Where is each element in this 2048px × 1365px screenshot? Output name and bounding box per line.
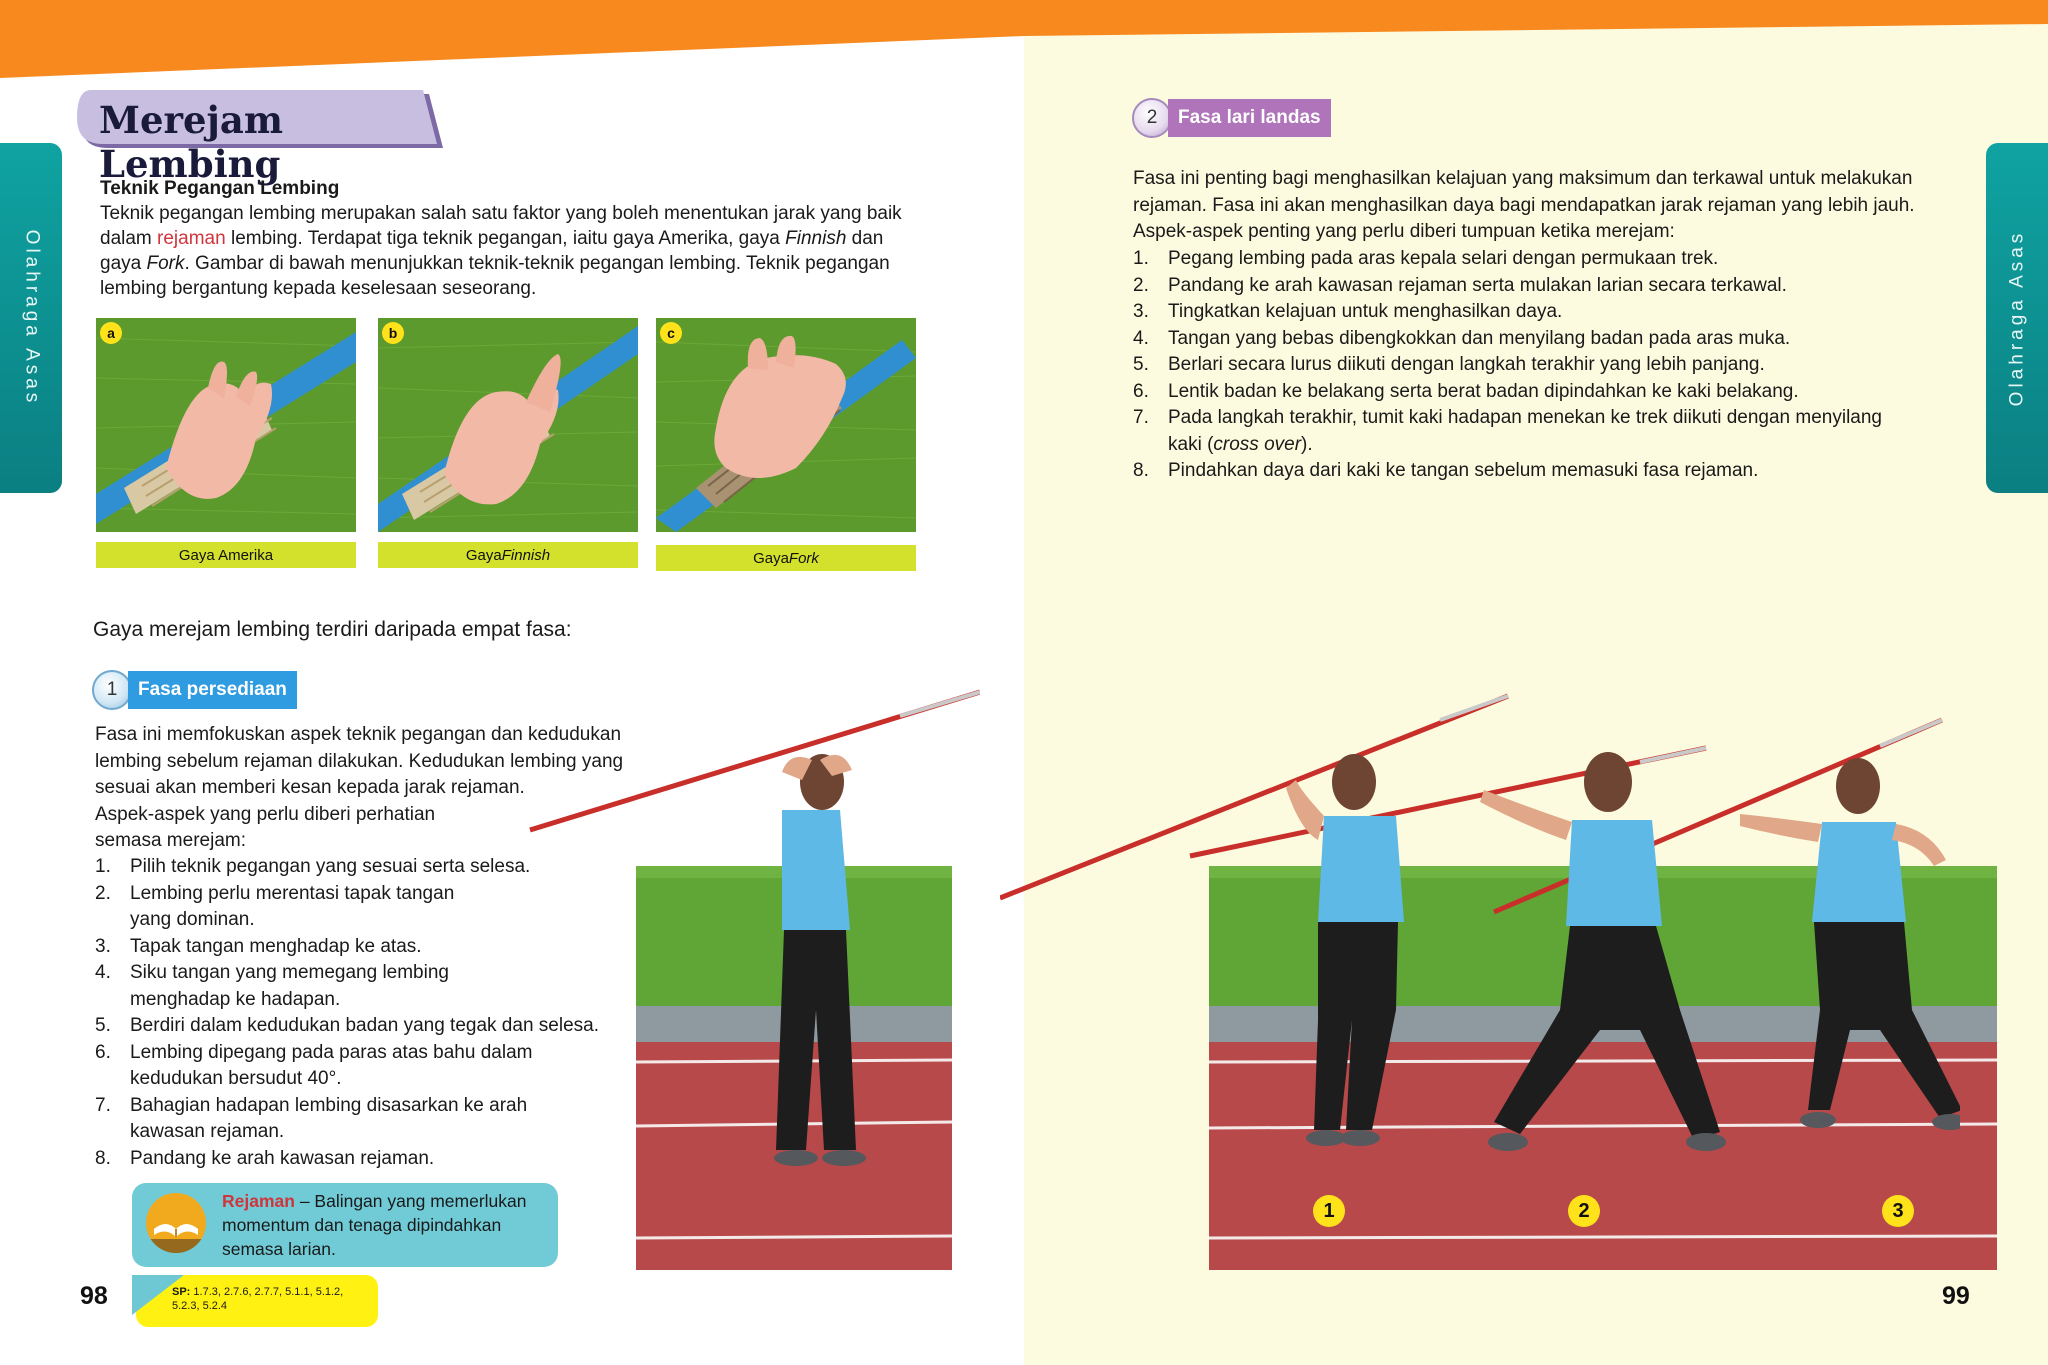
phase2-athletes-figure [1000, 690, 1960, 1190]
phase1-paragraph: Fasa ini memfokuskan aspek teknik pegangan dan kedudukan lembing sebelum rejaman dilakukan. Kedudukan lembing yang sesuai akan memberi kesan kepada jarak rejaman. Aspek-aspek yang perlu diberi perhatian semasa merejam: [95, 724, 624, 851]
phase1-athlete-figure [520, 680, 980, 1180]
list-item: 7. Pada langkah terakhir, tumit kaki hadapan menekan ke trek diikuti dengan menyilang kaki (cross over). [1133, 407, 1882, 455]
grip-line-4: lembing bergantung kepada keselesaan seseorang. [100, 278, 537, 299]
grip-photo-finnish [378, 318, 638, 532]
list-item: 3. Tapak tangan menghadap ke atas. [95, 935, 422, 957]
sp-corner-tab [132, 1275, 184, 1315]
phases-intro: Gaya merejam lembing terdiri daripada empat fasa: [93, 618, 572, 641]
list-item: 6. Lentik badan ke belakang serta berat badan dipindahkan ke kaki belakang. [1133, 380, 1799, 402]
glossary-box [132, 1183, 558, 1267]
grip-line-3: gaya Fork. Gambar di bawah menunjukkan teknik-teknik pegangan lembing. Teknik pegangan [100, 253, 890, 274]
top-orange-band [0, 0, 2048, 80]
sp-box: SP: 1.7.3, 2.7.6, 2.7.7, 5.1.1, 5.1.2, 5.2.3, 5.2.4 [136, 1275, 378, 1327]
page-title: Merejam Lembing [99, 98, 284, 186]
glossary-term: Rejaman [222, 1191, 295, 1211]
phase2-number: 2 [1132, 98, 1172, 138]
step-marker-3: 3 [1882, 1195, 1914, 1227]
step-marker-2: 2 [1568, 1195, 1600, 1227]
list-item: 5. Berdiri dalam kedudukan badan yang tegak dan selesa. [95, 1015, 599, 1036]
title-banner [77, 90, 449, 186]
list-item: 2. Pandang ke arah kawasan rejaman serta mulakan larian secara terkawal. [1133, 274, 1787, 296]
grip-line-2: dalam rejaman lembing. Terdapat tiga teknik pegangan, iaitu gaya Amerika, gaya Finnish dan [100, 228, 884, 249]
grip-paragraph [100, 201, 920, 301]
page-number-left: 98 [80, 1282, 108, 1310]
rejaman-term: rejaman [157, 228, 226, 249]
list-item: 4. Tangan yang bebas dibengkokkan dan menyilang badan pada aras muka. [1133, 327, 1791, 349]
grip-photo-fork [656, 318, 916, 532]
list-item: 1. Pilih teknik pegangan yang sesuai serta selesa. [95, 856, 531, 877]
list-item: 1. Pegang lembing pada aras kepala selari dengan permukaan trek. [1133, 248, 1719, 269]
photo-letter-a: a [100, 322, 122, 344]
caption-fork: Gaya Fork [656, 545, 916, 571]
phase2-badge [1132, 98, 1331, 138]
list-item: 6. Lembing dipegang pada paras atas bahu dalam kedudukan bersudut 40°. [95, 1041, 533, 1089]
phase2-label: Fasa lari landas [1168, 99, 1331, 137]
phase1-number: 1 [92, 670, 132, 710]
list-item: 7. Bahagian hadapan lembing disasarkan ke arah kawasan rejaman. [95, 1094, 528, 1142]
side-tab-left [0, 143, 62, 493]
phase2-paragraph: Fasa ini penting bagi menghasilkan kelajuan yang maksimum dan terkawal untuk melakukan rejaman. Fasa ini akan menghasilkan daya bagi mendapatkan jarak rejaman yang lebih jauh. Aspek-aspek penting yang perlu diberi tumpuan ketika merejam: [1133, 168, 1915, 242]
book-icon [146, 1193, 206, 1253]
phase2-steps [1133, 246, 1993, 485]
photo-letter-b: b [382, 322, 404, 344]
grip-line-1: Teknik pegangan lembing merupakan salah satu faktor yang boleh menentukan jarak yang baik [100, 203, 902, 224]
list-item: 8. Pindahkan daya dari kaki ke tangan sebelum memasuki fasa rejaman. [1133, 460, 1759, 481]
caption-american: Gaya Amerika [96, 542, 356, 568]
caption-finnish: Gaya Finnish [378, 542, 638, 568]
side-tab-right [1986, 143, 2048, 493]
list-item: 5. Berlari secara lurus diikuti dengan langkah terakhir yang lebih panjang. [1133, 354, 1765, 375]
phase1-label: Fasa persediaan [128, 671, 297, 709]
grip-heading: Teknik Pegangan Lembing [100, 178, 340, 199]
grip-photo-american [96, 318, 356, 532]
side-tab-label: Olahraga Asas [21, 229, 43, 407]
page-number-right: 99 [1942, 1282, 1970, 1310]
list-item: 8. Pandang ke arah kawasan rejaman. [95, 1147, 435, 1169]
photo-letter-c: c [660, 322, 682, 344]
list-item: 2. Lembing perlu merentasi tapak tangan yang dominan. [95, 882, 455, 930]
side-tab-label: Olahraga Asas [2006, 229, 2028, 407]
list-item: 3. Tingkatkan kelajuan untuk menghasilkan daya. [1133, 301, 1563, 322]
list-item: 4. Siku tangan yang memegang lembing menghadap ke hadapan. [95, 962, 449, 1010]
phase1-badge [92, 670, 297, 710]
step-marker-1: 1 [1313, 1195, 1345, 1227]
glossary-text: Rejaman – Balingan yang memerlukan momentum dan tenaga dipindahkan semasa larian. [222, 1191, 527, 1259]
